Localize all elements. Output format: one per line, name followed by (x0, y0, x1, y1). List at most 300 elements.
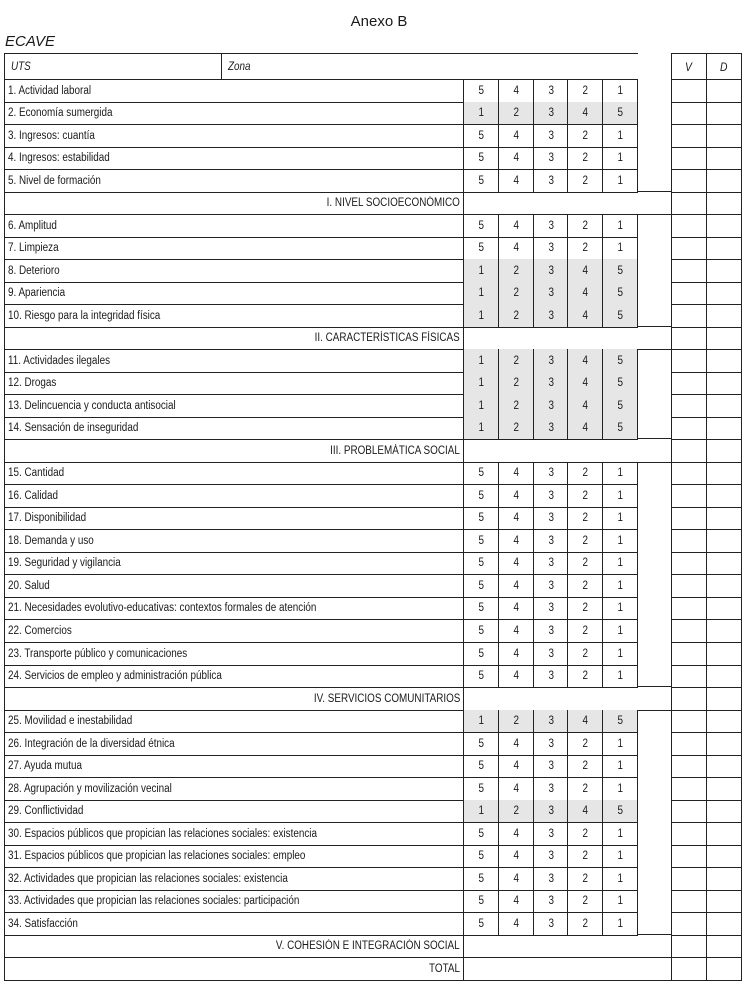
score-value: 5 (478, 670, 485, 682)
score-option[interactable] (533, 169, 568, 193)
score-option[interactable] (602, 845, 638, 868)
score-option[interactable] (463, 124, 499, 148)
item-v-cell[interactable] (671, 484, 707, 508)
score-option[interactable] (602, 710, 638, 733)
item-v-cell[interactable] (671, 845, 707, 868)
item-d-cell[interactable] (706, 124, 742, 148)
item-d-cell[interactable] (706, 169, 742, 193)
score-value: 1 (617, 827, 624, 840)
item-v-cell[interactable] (671, 642, 707, 666)
gap-column (637, 214, 671, 327)
score-value: 2 (582, 760, 589, 772)
item-label-text: 14. Sensación de inseguridad (8, 422, 139, 434)
score-option[interactable] (602, 349, 638, 373)
score-option[interactable] (533, 755, 568, 778)
score-option[interactable] (533, 282, 568, 305)
score-option[interactable] (602, 890, 638, 913)
score-option[interactable] (498, 237, 534, 260)
score-option[interactable] (533, 214, 568, 238)
item-d-cell[interactable] (706, 642, 742, 666)
item-label (4, 79, 464, 103)
score-option[interactable] (498, 574, 534, 598)
score-option[interactable] (463, 79, 499, 103)
score-option[interactable] (602, 755, 638, 778)
item-d-cell[interactable] (706, 529, 742, 553)
score-option[interactable] (498, 822, 534, 846)
score-option[interactable] (602, 79, 638, 103)
score-option[interactable] (463, 642, 499, 666)
score-option[interactable] (498, 259, 534, 283)
section-subtotal-cell[interactable] (463, 935, 672, 958)
item-d-cell[interactable] (706, 102, 742, 125)
item-d-cell[interactable] (706, 417, 742, 440)
item-d-cell[interactable] (706, 282, 742, 305)
section-v-cell[interactable] (671, 439, 707, 463)
score-value: 5 (478, 782, 485, 795)
score-option[interactable] (463, 484, 499, 508)
item-d-cell[interactable] (706, 147, 742, 170)
score-option[interactable] (602, 237, 638, 260)
score-option[interactable] (463, 417, 499, 440)
score-option[interactable] (567, 755, 603, 778)
item-d-cell[interactable] (706, 822, 742, 846)
item-d-cell[interactable] (706, 665, 742, 688)
item-d-cell[interactable] (706, 214, 742, 238)
score-option[interactable] (498, 372, 534, 395)
score-option[interactable] (567, 79, 603, 103)
score-option[interactable] (533, 529, 568, 553)
score-option[interactable] (567, 214, 603, 238)
score-option[interactable] (533, 372, 568, 395)
total-value-cell[interactable] (463, 957, 672, 981)
item-label (4, 147, 464, 170)
item-label (4, 394, 464, 418)
score-option[interactable] (567, 237, 603, 260)
score-option[interactable] (533, 124, 568, 148)
score-value: 1 (617, 219, 624, 232)
score-option[interactable] (567, 417, 603, 440)
item-v-cell[interactable] (671, 710, 707, 733)
score-option[interactable] (498, 304, 534, 328)
score-option[interactable] (498, 912, 534, 936)
score-value: 1 (478, 715, 485, 727)
score-option[interactable] (567, 147, 603, 170)
score-option[interactable] (602, 507, 638, 530)
item-v-cell[interactable] (671, 304, 707, 328)
section-d-cell[interactable] (706, 327, 742, 350)
score-option[interactable] (602, 665, 638, 688)
score-option[interactable] (567, 349, 603, 373)
score-option[interactable] (602, 282, 638, 305)
item-d-cell[interactable] (706, 800, 742, 823)
item-v-cell[interactable] (671, 282, 707, 305)
score-option[interactable] (602, 912, 638, 936)
score-option[interactable] (463, 507, 499, 530)
score-option[interactable] (533, 507, 568, 530)
score-option[interactable] (567, 867, 603, 891)
score-option[interactable] (567, 777, 603, 801)
item-v-cell[interactable] (671, 867, 707, 891)
section-subtotal-cell[interactable] (463, 192, 672, 215)
score-option[interactable] (498, 867, 534, 891)
section-v-cell[interactable] (671, 935, 707, 958)
item-v-cell[interactable] (671, 237, 707, 260)
item-label (4, 710, 464, 733)
score-value: 4 (513, 84, 520, 97)
item-d-cell[interactable] (706, 732, 742, 756)
item-label-text: 32. Actividades que propician las relaciones sociales: existencia (8, 872, 288, 885)
uts-label: UTS (11, 60, 31, 73)
score-option[interactable] (498, 169, 534, 193)
score-option[interactable] (533, 237, 568, 260)
score-option[interactable] (567, 372, 603, 395)
score-option[interactable] (533, 552, 568, 575)
score-option[interactable] (533, 912, 568, 936)
score-option[interactable] (463, 597, 499, 620)
section-subtotal-cell[interactable] (463, 687, 672, 711)
score-option[interactable] (463, 102, 499, 125)
score-option[interactable] (567, 169, 603, 193)
score-option[interactable] (533, 732, 568, 756)
score-option[interactable] (498, 124, 534, 148)
section-top-rule (637, 686, 671, 687)
score-option[interactable] (463, 349, 499, 373)
score-option[interactable] (567, 597, 603, 620)
score-option[interactable] (602, 619, 638, 643)
item-d-cell[interactable] (706, 372, 742, 395)
score-option[interactable] (498, 394, 534, 418)
score-option[interactable] (533, 800, 568, 823)
score-option[interactable] (463, 867, 499, 891)
score-option[interactable] (463, 732, 499, 756)
item-v-cell[interactable] (671, 259, 707, 283)
item-v-cell[interactable] (671, 214, 707, 238)
item-d-cell[interactable] (706, 394, 742, 418)
section-d-cell[interactable] (706, 192, 742, 215)
item-d-cell[interactable] (706, 845, 742, 868)
item-label (4, 484, 464, 508)
score-option[interactable] (602, 147, 638, 170)
score-option[interactable] (533, 102, 568, 125)
score-option[interactable] (602, 124, 638, 148)
item-label-text: 6. Amplitud (8, 219, 57, 232)
score-option[interactable] (602, 777, 638, 801)
section-d-cell[interactable] (706, 439, 742, 463)
item-d-cell[interactable] (706, 619, 742, 643)
score-option[interactable] (463, 574, 499, 598)
score-option[interactable] (567, 845, 603, 868)
score-option[interactable] (567, 710, 603, 733)
item-v-cell[interactable] (671, 169, 707, 193)
score-option[interactable] (533, 79, 568, 103)
item-v-cell[interactable] (671, 597, 707, 620)
score-option[interactable] (602, 574, 638, 598)
item-v-cell[interactable] (671, 124, 707, 148)
total-v-cell[interactable] (671, 957, 707, 981)
score-option[interactable] (567, 304, 603, 328)
item-d-cell[interactable] (706, 777, 742, 801)
score-option[interactable] (498, 349, 534, 373)
score-option[interactable] (463, 912, 499, 936)
score-option[interactable] (533, 777, 568, 801)
section-top-rule (637, 191, 671, 192)
score-value: 4 (513, 489, 520, 502)
score-option[interactable] (533, 462, 568, 485)
item-v-cell[interactable] (671, 822, 707, 846)
score-option[interactable] (567, 822, 603, 846)
section-subtotal-cell[interactable] (463, 327, 672, 350)
score-option[interactable] (463, 665, 499, 688)
score-value: 4 (513, 602, 520, 614)
item-d-cell[interactable] (706, 304, 742, 328)
section-title (4, 192, 464, 215)
item-d-cell[interactable] (706, 912, 742, 936)
item-d-cell[interactable] (706, 259, 742, 283)
section-d-cell[interactable] (706, 935, 742, 958)
score-option[interactable] (602, 372, 638, 395)
total-d-cell[interactable] (706, 957, 742, 981)
item-d-cell[interactable] (706, 237, 742, 260)
score-option[interactable] (533, 574, 568, 598)
score-value: 4 (513, 917, 520, 930)
item-d-cell[interactable] (706, 867, 742, 891)
score-option[interactable] (498, 710, 534, 733)
score-option[interactable] (463, 147, 499, 170)
score-option[interactable] (498, 79, 534, 103)
score-option[interactable] (567, 529, 603, 553)
score-option[interactable] (567, 800, 603, 823)
score-option[interactable] (567, 732, 603, 756)
score-value: 4 (513, 895, 520, 907)
score-option[interactable] (602, 822, 638, 846)
score-option[interactable] (463, 800, 499, 823)
item-label-text: 13. Delincuencia y conducta antisocial (8, 399, 176, 412)
score-option[interactable] (498, 597, 534, 620)
score-option[interactable] (533, 259, 568, 283)
score-option[interactable] (533, 665, 568, 688)
score-option[interactable] (533, 822, 568, 846)
score-option[interactable] (463, 619, 499, 643)
score-option[interactable] (463, 710, 499, 733)
item-d-cell[interactable] (706, 710, 742, 733)
item-d-cell[interactable] (706, 755, 742, 778)
score-option[interactable] (463, 822, 499, 846)
score-option[interactable] (463, 755, 499, 778)
score-option[interactable] (498, 484, 534, 508)
score-option[interactable] (567, 574, 603, 598)
item-v-cell[interactable] (671, 890, 707, 913)
score-value: 2 (513, 264, 520, 277)
score-option[interactable] (498, 102, 534, 125)
score-option[interactable] (602, 214, 638, 238)
score-value: 4 (582, 354, 589, 367)
item-label-text: 22. Comercios (8, 624, 72, 637)
score-option[interactable] (567, 102, 603, 125)
score-value: 4 (513, 534, 520, 547)
item-label (4, 755, 464, 778)
item-d-cell[interactable] (706, 349, 742, 373)
item-d-cell[interactable] (706, 574, 742, 598)
score-option[interactable] (602, 417, 638, 440)
score-option[interactable] (463, 394, 499, 418)
item-v-cell[interactable] (671, 912, 707, 936)
score-value: 2 (582, 670, 589, 682)
score-option[interactable] (533, 304, 568, 328)
item-d-cell[interactable] (706, 484, 742, 508)
score-option[interactable] (463, 462, 499, 485)
score-option[interactable] (602, 597, 638, 620)
item-label-text: 15. Cantidad (8, 467, 65, 479)
score-value: 3 (548, 647, 554, 660)
item-v-cell[interactable] (671, 552, 707, 575)
score-value: 4 (582, 715, 589, 727)
score-option[interactable] (567, 890, 603, 913)
score-option[interactable] (498, 282, 534, 305)
item-v-cell[interactable] (671, 619, 707, 643)
score-value: 2 (513, 377, 520, 389)
score-option[interactable] (498, 890, 534, 913)
score-option[interactable] (567, 912, 603, 936)
score-option[interactable] (463, 529, 499, 553)
score-option[interactable] (602, 462, 638, 485)
item-v-cell[interactable] (671, 462, 707, 485)
score-option[interactable] (602, 394, 638, 418)
item-d-cell[interactable] (706, 890, 742, 913)
score-option[interactable] (498, 619, 534, 643)
score-option[interactable] (567, 394, 603, 418)
score-option[interactable] (463, 259, 499, 283)
score-option[interactable] (463, 777, 499, 801)
score-option[interactable] (498, 642, 534, 666)
score-option[interactable] (498, 665, 534, 688)
item-v-cell[interactable] (671, 665, 707, 688)
score-option[interactable] (463, 890, 499, 913)
item-d-cell[interactable] (706, 507, 742, 530)
score-option[interactable] (602, 867, 638, 891)
item-v-cell[interactable] (671, 507, 707, 530)
score-option[interactable] (463, 214, 499, 238)
score-option[interactable] (602, 484, 638, 508)
score-option[interactable] (533, 349, 568, 373)
score-option[interactable] (498, 417, 534, 440)
score-option[interactable] (498, 755, 534, 778)
score-option[interactable] (533, 619, 568, 643)
section-v-cell[interactable] (671, 327, 707, 350)
score-option[interactable] (498, 845, 534, 868)
item-d-cell[interactable] (706, 552, 742, 575)
score-option[interactable] (533, 890, 568, 913)
score-option[interactable] (498, 529, 534, 553)
score-option[interactable] (533, 484, 568, 508)
score-option[interactable] (567, 282, 603, 305)
score-option[interactable] (533, 394, 568, 418)
score-option[interactable] (533, 642, 568, 666)
score-option[interactable] (602, 304, 638, 328)
item-v-cell[interactable] (671, 417, 707, 440)
item-v-cell[interactable] (671, 777, 707, 801)
item-v-cell[interactable] (671, 529, 707, 553)
score-option[interactable] (533, 597, 568, 620)
item-v-cell[interactable] (671, 800, 707, 823)
item-d-cell[interactable] (706, 462, 742, 485)
score-value: 4 (513, 624, 520, 637)
zona-field[interactable] (221, 53, 638, 80)
score-option[interactable] (533, 867, 568, 891)
score-option[interactable] (602, 529, 638, 553)
score-option[interactable] (567, 552, 603, 575)
score-option[interactable] (498, 732, 534, 756)
item-v-cell[interactable] (671, 394, 707, 418)
score-option[interactable] (567, 642, 603, 666)
item-v-cell[interactable] (671, 755, 707, 778)
score-option[interactable] (498, 147, 534, 170)
section-d-cell[interactable] (706, 687, 742, 711)
score-option[interactable] (463, 845, 499, 868)
score-option[interactable] (463, 282, 499, 305)
score-option[interactable] (463, 169, 499, 193)
score-option[interactable] (498, 214, 534, 238)
score-option[interactable] (602, 552, 638, 575)
score-value: 3 (548, 107, 554, 119)
score-option[interactable] (463, 304, 499, 328)
score-option[interactable] (533, 710, 568, 733)
score-option[interactable] (533, 417, 568, 440)
score-option[interactable] (567, 665, 603, 688)
score-option[interactable] (602, 259, 638, 283)
section-v-cell[interactable] (671, 687, 707, 711)
item-v-cell[interactable] (671, 79, 707, 103)
score-option[interactable] (602, 642, 638, 666)
score-option[interactable] (463, 237, 499, 260)
score-option[interactable] (498, 507, 534, 530)
score-option[interactable] (463, 552, 499, 575)
score-option[interactable] (567, 124, 603, 148)
section-subtotal-cell[interactable] (463, 439, 672, 463)
item-d-cell[interactable] (706, 79, 742, 103)
score-option[interactable] (498, 552, 534, 575)
item-v-cell[interactable] (671, 372, 707, 395)
score-option[interactable] (602, 732, 638, 756)
score-value: 3 (548, 760, 554, 772)
item-v-cell[interactable] (671, 102, 707, 125)
score-option[interactable] (567, 507, 603, 530)
score-option[interactable] (567, 619, 603, 643)
total-label (4, 957, 464, 981)
score-option[interactable] (463, 372, 499, 395)
item-label-text: 18. Demanda y uso (8, 534, 94, 547)
score-option[interactable] (602, 102, 638, 125)
item-d-cell[interactable] (706, 597, 742, 620)
score-option[interactable] (498, 777, 534, 801)
item-v-cell[interactable] (671, 732, 707, 756)
score-option[interactable] (498, 800, 534, 823)
item-v-cell[interactable] (671, 574, 707, 598)
item-v-cell[interactable] (671, 147, 707, 170)
score-option[interactable] (567, 484, 603, 508)
score-value: 4 (582, 422, 589, 434)
score-option[interactable] (602, 800, 638, 823)
item-v-cell[interactable] (671, 349, 707, 373)
score-option[interactable] (567, 462, 603, 485)
score-option[interactable] (533, 147, 568, 170)
uts-field[interactable] (4, 53, 222, 80)
section-v-cell[interactable] (671, 192, 707, 215)
score-option[interactable] (602, 169, 638, 193)
section-title (4, 935, 464, 958)
score-option[interactable] (567, 259, 603, 283)
score-option[interactable] (498, 462, 534, 485)
score-option[interactable] (533, 845, 568, 868)
